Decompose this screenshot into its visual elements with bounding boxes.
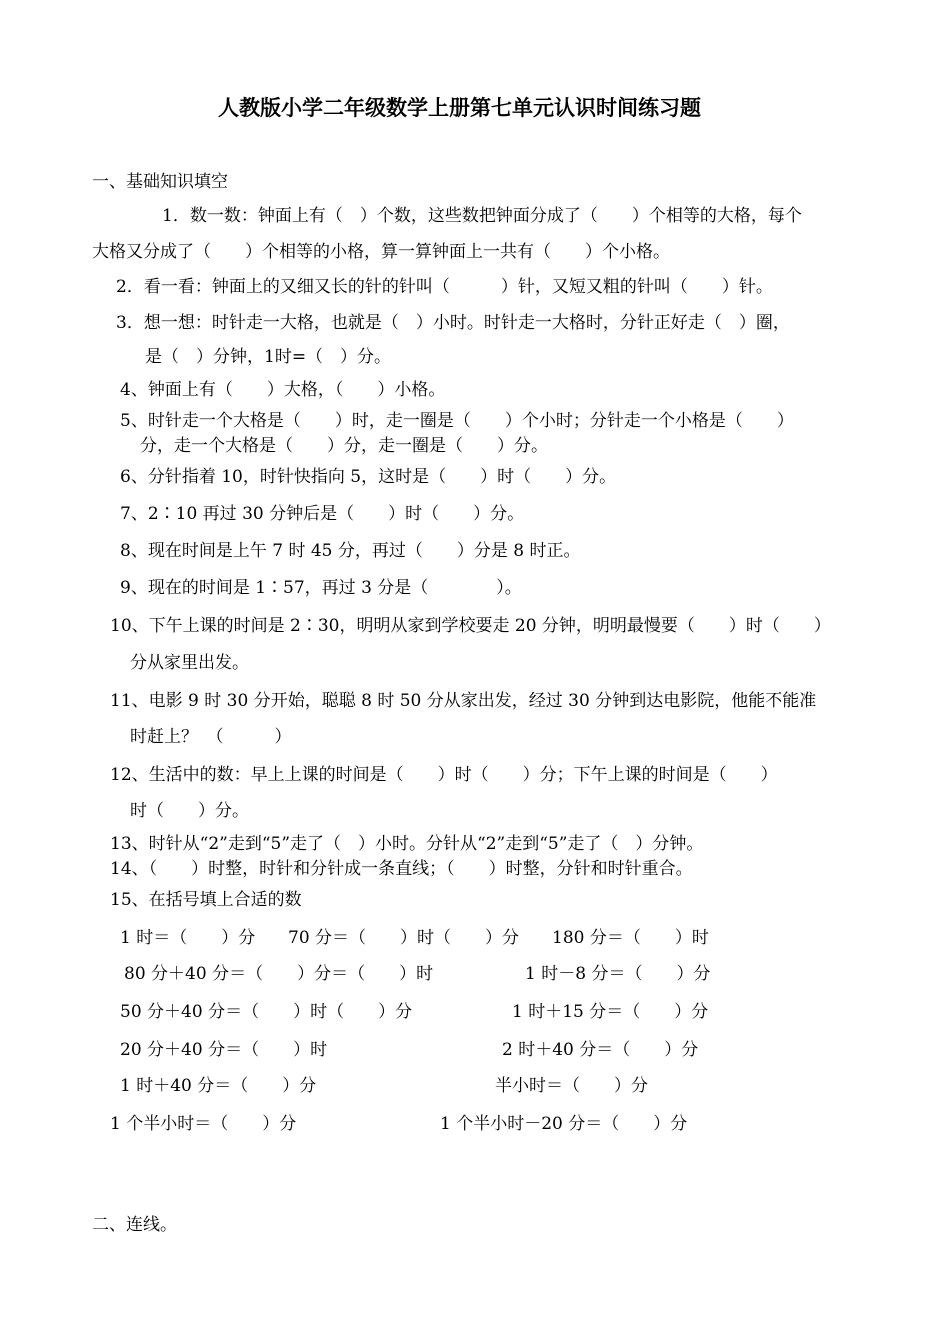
question-3-line-2: 是（ ）分钟，1时=（ ）分。 [145,347,392,367]
page-title: 人教版小学二年级数学上册第七单元认识时间练习题 [218,95,701,120]
conversion-item: 50 分＋40 分＝（ ）时（ ）分 [120,1002,413,1022]
question-7-line-1: 7、2∶10 再过 30 分钟后是（ ）时（ ）分。 [120,504,525,524]
section-1-heading: 一、基础知识填空 [92,172,228,192]
question-14-line-1: 14、（ ）时整，时针和分针成一条直线；（ ）时整，分针和时针重合。 [110,859,693,879]
conversion-item: 1 个半小时＝（ ）分 [110,1114,297,1134]
conversion-item: 1 个半小时－20 分＝（ ）分 [440,1114,688,1134]
section-2-heading: 二、连线。 [92,1215,177,1235]
question-10-line-2: 分从家里出发。 [130,653,249,673]
question-6-line-1: 6、分针指着 10，时针快指向 5，这时是（ ）时（ ）分。 [120,467,617,487]
question-13-line-1: 13、时针从“2”走到“5”走了（ ）小时。分针从“2”走到“5”走了（ ）分钟。 [110,834,704,854]
question-10-line-1: 10、下午上课的时间是 2∶30，明明从家到学校要走 20 分钟，明明最慢要（ ）时（ ） [110,616,831,636]
conversion-item: 半小时＝（ ）分 [495,1076,648,1096]
question-11-line-1: 11、电影 9 时 30 分开始，聪聪 8 时 50 分从家出发，经过 30 分钟到达电影院，他能不能准 [110,691,817,711]
conversion-item: 180 分＝（ ）时 [552,928,709,948]
conversion-item: 1 时－8 分＝（ ）分 [525,964,711,984]
question-15-line-1: 15、在括号填上合适的数 [110,890,302,910]
conversion-item: 1 时＋15 分＝（ ）分 [512,1002,709,1022]
conversion-item: 1 时＝（ ）分 [120,928,256,948]
question-5-line-1: 5、时针走一个大格是（ ）时，走一圈是（ ）个小时；分针走一个小格是（ ） [120,411,794,431]
conversion-item: 20 分＋40 分＝（ ）时 [120,1040,328,1060]
question-9-line-1: 9、现在的时间是 1∶57，再过 3 分是（ ）。 [120,578,522,598]
question-3-line-1: 3．想一想：时针走一大格，也就是（ ）小时。时针走一大格时，分针正好走（ ）圈， [116,313,790,333]
question-1-line-2: 大格又分成了（ ）个相等的小格，算一算钟面上一共有（ ）个小格。 [92,242,670,262]
question-12-line-2: 时（ ）分。 [130,801,249,821]
conversion-item: 80 分＋40 分＝（ ）分＝（ ）时 [124,964,434,984]
conversion-item: 1 时＋40 分＝（ ）分 [120,1076,317,1096]
question-12-line-1: 12、生活中的数：早上上课的时间是（ ）时（ ）分；下午上课的时间是（ ） [110,765,778,785]
conversion-item: 70 分＝（ ）时（ ）分 [288,928,520,948]
question-11-line-2: 时赶上？ （ ） [130,727,292,747]
question-8-line-1: 8、现在时间是上午 7 时 45 分，再过（ ）分是 8 时正。 [120,541,581,561]
question-4-line-1: 4、钟面上有（ ）大格，（ ）小格。 [120,380,446,400]
question-1-line-1: 1．数一数：钟面上有（ ）个数，这些数把钟面分成了（ ）个相等的大格，每个 [162,206,802,226]
conversion-item: 2 时＋40 分＝（ ）分 [502,1040,699,1060]
question-5-line-2: 分，走一个大格是（ ）分，走一圈是（ ）分。 [140,436,548,456]
question-2-line-1: 2．看一看：钟面上的又细又长的针的针叫（ ）针，又短又粗的针叫（ ）针。 [116,277,773,297]
